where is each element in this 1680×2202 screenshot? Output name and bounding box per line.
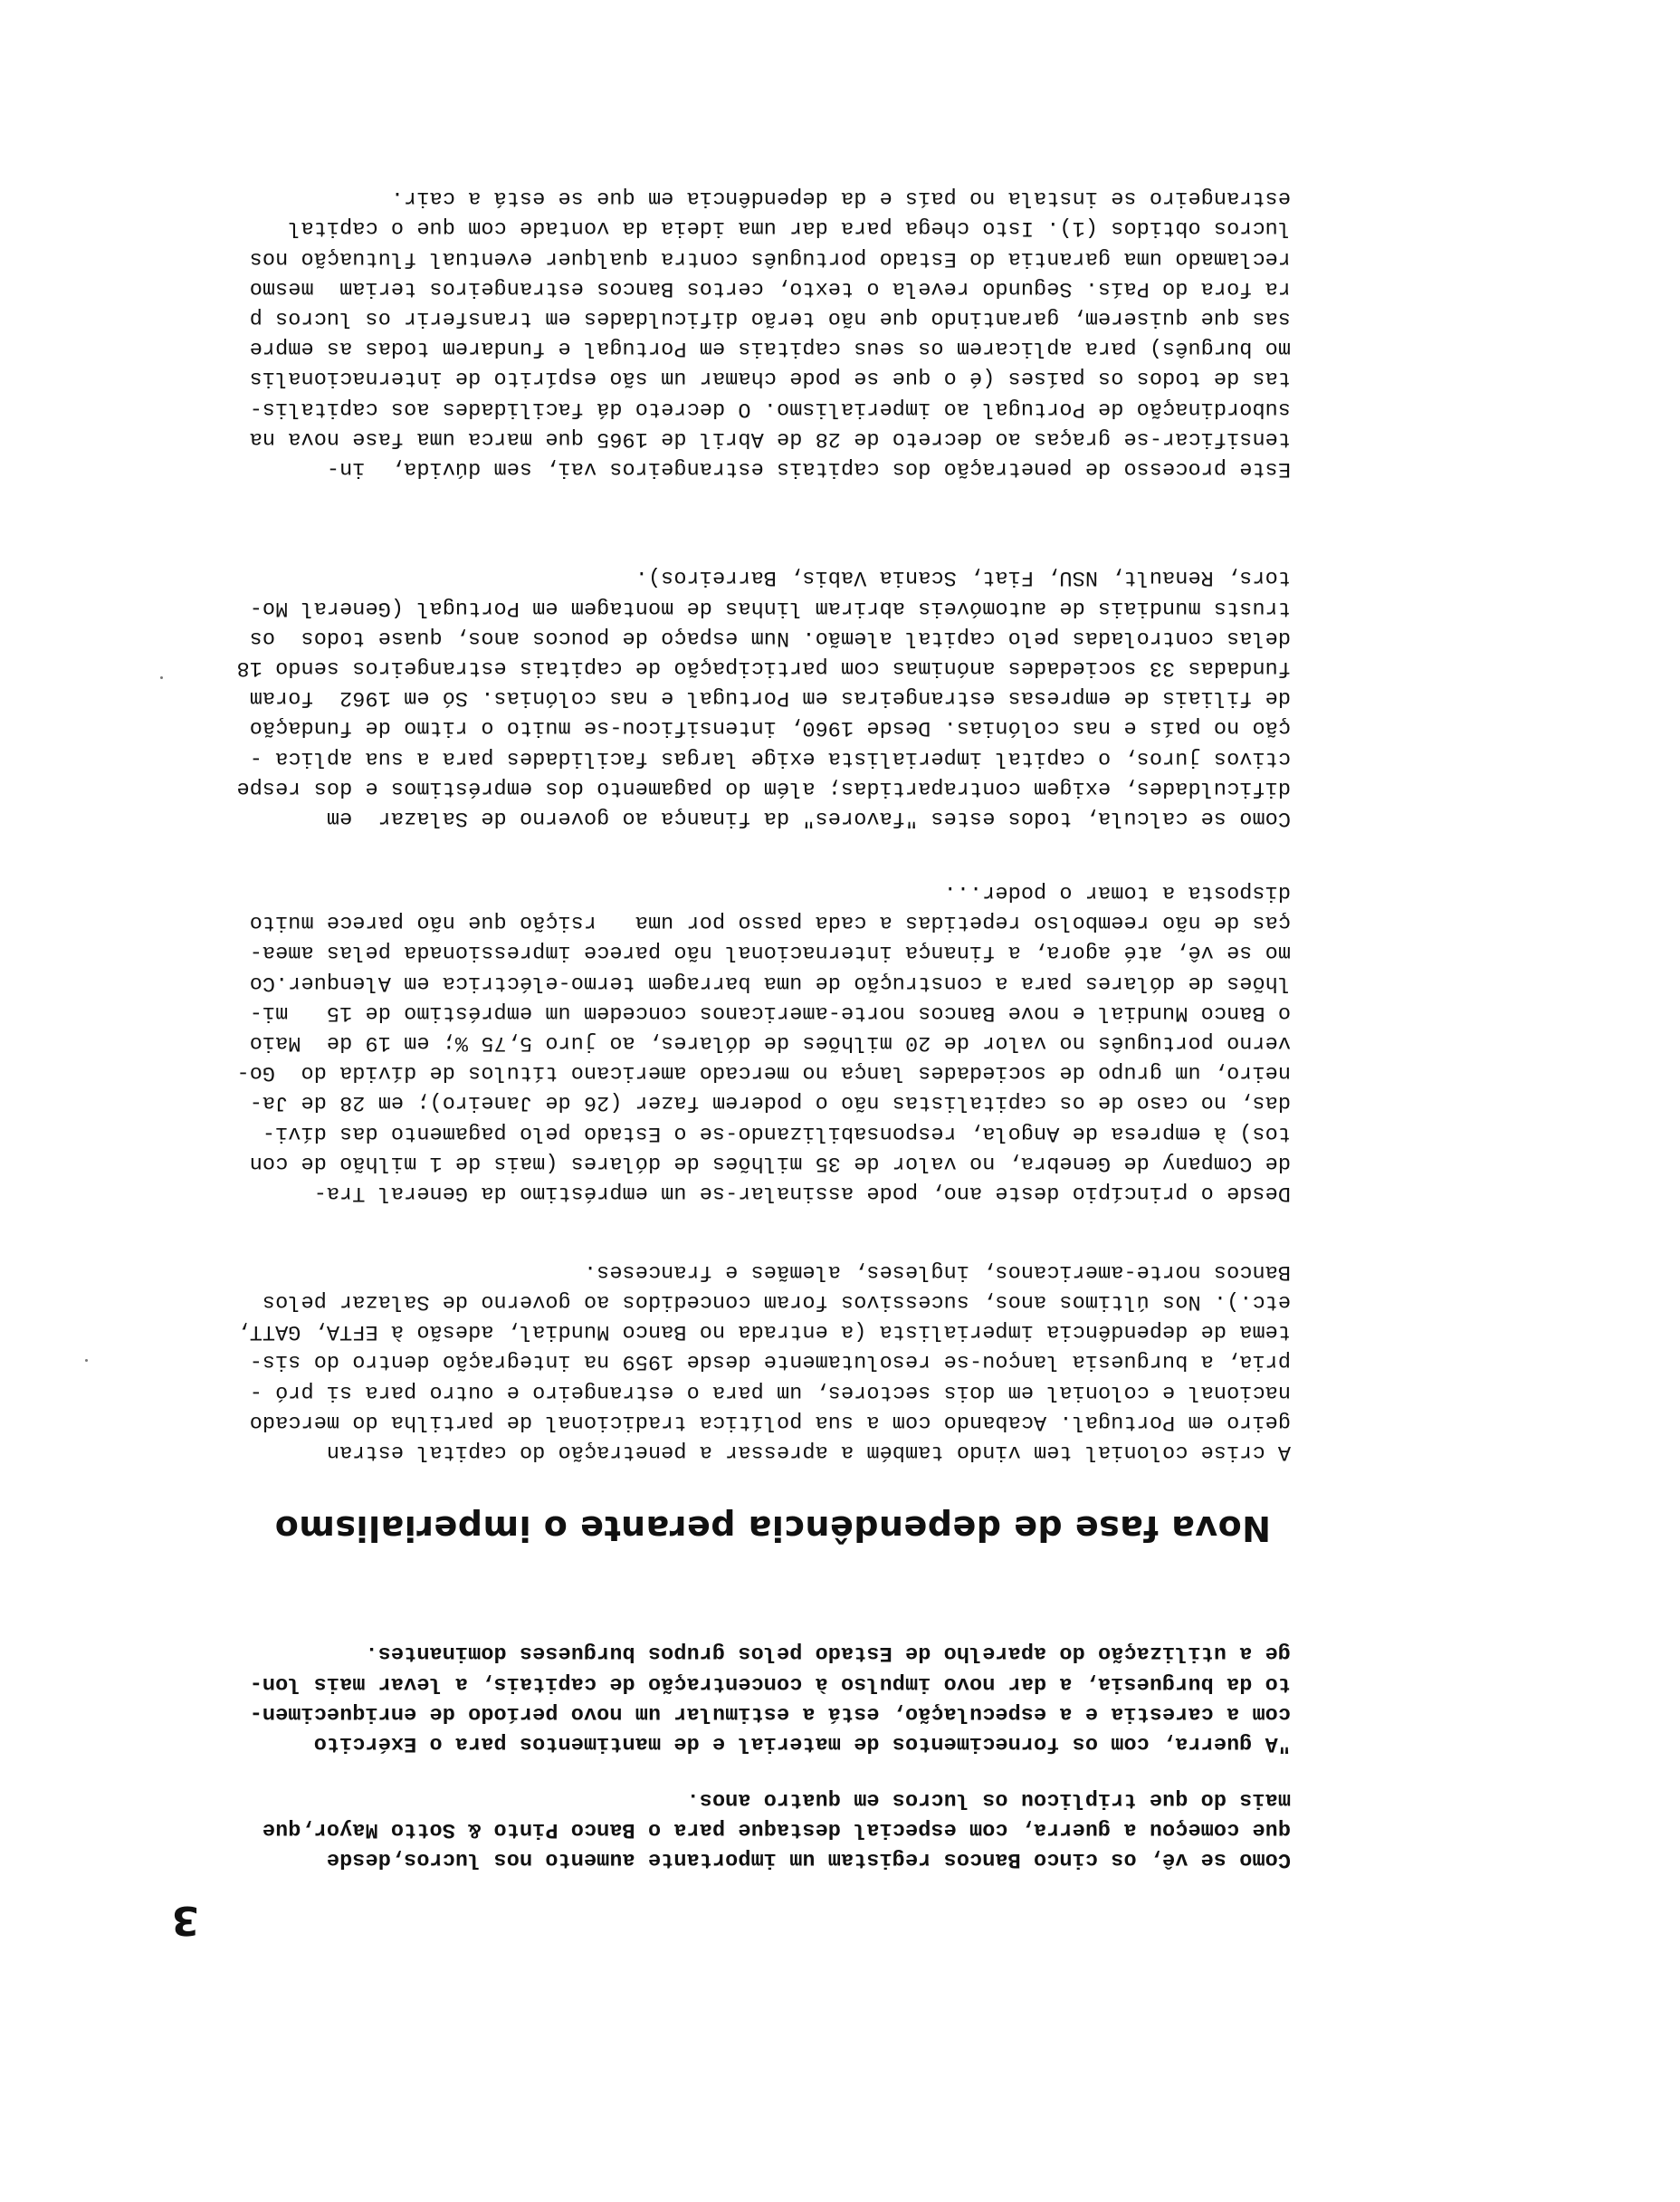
text-line: verno português no valor de 20 milhões de dólares, ao juro 5,75 %; em 19 de Maio — [249, 1029, 1291, 1055]
paragraph-decree-1965 — [168, 183, 1291, 483]
text-line: Como se vê, os cinco Bancos registam um importante aumento nos lucros,desde — [326, 1847, 1291, 1872]
paragraph-loans — [168, 877, 1291, 1208]
text-line: subordinação de Portugal ao imperialismo. O decreto dá facilidades aos capitalis- — [249, 396, 1291, 421]
text-line: Desde o princípio deste ano, pode assinalar-se um empréstimo da General Tra- — [313, 1181, 1291, 1205]
text-line: fundadas 33 sociedades anónimas com participação de capitais estrangeiros sendo 18 — [236, 655, 1291, 680]
text-line: que começou a guerra, com especial destaque para o Banco Pinto & Sotto Mayor,que — [262, 1816, 1291, 1842]
text-line: disposta a tomar o poder... — [943, 879, 1291, 905]
text-line: tas de todos os países (é o que se pode chamar um são espírito de internacionalis — [249, 366, 1291, 391]
text-line: mo se vê, até agora, a finança internacional não parece impressionada pelas amea- — [249, 940, 1291, 965]
text-line: de Company de Genebra, no valor de 35 milhões de dólares (mais de 1 milhão de con — [249, 1150, 1291, 1175]
scan-speck — [85, 1359, 88, 1362]
text-line: Bancos norte-americanos, ingleses, alemães e franceses. — [583, 1259, 1291, 1284]
text-line: "A guerra, com os fornecimentos de material e de mantimentos para o Exército — [313, 1731, 1291, 1756]
text-line: estrangeiro se instala no país e da dependência em que se está a cair. — [390, 186, 1291, 211]
text-line: Como se calcula, todos estes "favores" da finança ao governo de Salazar em — [326, 806, 1291, 830]
text-line: ge a utilização do aparelho de Estado pelos grupos burgueses dominantes. — [365, 1641, 1291, 1666]
text-line: lhões de dólares para a construção de uma barragem termo-eléctrica em Alenquer.Co — [249, 970, 1291, 995]
text-line: etc.). Nos últimos anos, sucessivos foram concedidos ao governo de Salazar pelos — [262, 1288, 1291, 1314]
text-line: das, no caso de os capitalistas não o poderem fazer (26 de Janeiro); em 28 de Ja- — [249, 1090, 1291, 1115]
text-line: ção no país e nas colónias. Desde 1960, intensificou-se muito o ritmo de fundação — [249, 715, 1291, 741]
text-line: o Banco Mundial e nove Bancos norte-americanos concedem um empréstimo de 15 mi- — [249, 1000, 1291, 1025]
text-line: sas que quiserem, garantindo que não terão dificuldades em transferir os lucros p — [249, 305, 1291, 330]
text-line: ças de não reembolso repetidas a cada passo por uma rsição que não parece muito — [249, 910, 1291, 935]
text-line: reclamado uma garantia do Estado português contra qualquer eventual flutuação nos — [249, 245, 1291, 271]
text-line: lucros obtidos (1). Isto chega para dar uma ideia da vontade com que o capital — [288, 215, 1291, 241]
text-line: neiro, um grupo de sociedades lança no mercado americano títulos de dívida do Go- — [236, 1060, 1291, 1086]
paragraph-bank-profits — [168, 1784, 1291, 1874]
text-line: tema de dependência imperialista (a entrada no Banco Mundial, adesão à EFTA, GATT, — [236, 1319, 1291, 1345]
text-line: de filiais de empresas estrangeiras em Portugal e nas colónias. Só em 1962 foram — [249, 685, 1291, 711]
text-line: Este processo de penetração dos capitais estrangeiros vai, sem dúvida, in- — [326, 456, 1291, 481]
page-number: 3 — [171, 1897, 199, 1943]
text-line: tensificar-se graças ao decreto de 28 de Abril de 1965 que marca uma fase nova na — [249, 426, 1291, 451]
text-line: ra fora do País. Segundo revela o texto, certos Bancos estrangeiros teriam mesmo — [249, 275, 1291, 301]
paragraph-favours — [168, 562, 1291, 833]
text-line: nacional e colonial em dois sectores, um para o estrangeiro e outro para si pró - — [249, 1379, 1291, 1404]
text-line: dificuldades, exigem contrapartidas; além do pagamento dos empréstimos e dos respe — [236, 775, 1291, 800]
text-line: mais do que triplicou os lucros em quatro anos. — [686, 1786, 1291, 1812]
text-line: tors, Renault, NSU, Fiat, Scania Vabis, Barreiros). — [635, 565, 1291, 590]
text-line: ctivos juros, o capital imperialista exige largas facilidades para a sua aplica - — [249, 745, 1291, 771]
text-line: geiro em Portugal. Acabando com a sua política tradicional de partilha do mercado — [249, 1409, 1291, 1434]
text-line: pria, a burguesia lançou-se resolutamente desde 1959 na integração dentro do sis- — [249, 1349, 1291, 1374]
section-heading: Nova fase de dependência perante o imperialismo — [274, 1508, 1271, 1548]
text-line: to da burguesia, a dar novo impulso à concentração de capitais, a levar mais lon- — [249, 1671, 1291, 1696]
paragraph-war-quote — [168, 1638, 1291, 1758]
text-line: A crise colonial tem vindo também a apressar a penetração do capital estran — [326, 1440, 1291, 1464]
scan-speck — [160, 676, 163, 679]
text-line: delas controladas pelo capital alemão. Num espaço de poucos anos, quase todos os — [249, 625, 1291, 650]
text-line: trusts mundiais de automóveis abriram linhas de montagem em Portugal (General Mo- — [249, 595, 1291, 620]
paragraph-colonial-crisis — [168, 1257, 1291, 1467]
text-line: mo burguês) para aplicarem os seus capitais em Portugal e fundarem todas as empre — [249, 336, 1291, 361]
text-line: tos) à empresa de Angola, responsabilizando-se o Estado pelo pagamento das dívi- — [262, 1120, 1291, 1145]
text-line: com a carestia e a especulação, está a estimular um novo período de enriquecimen- — [249, 1700, 1291, 1726]
